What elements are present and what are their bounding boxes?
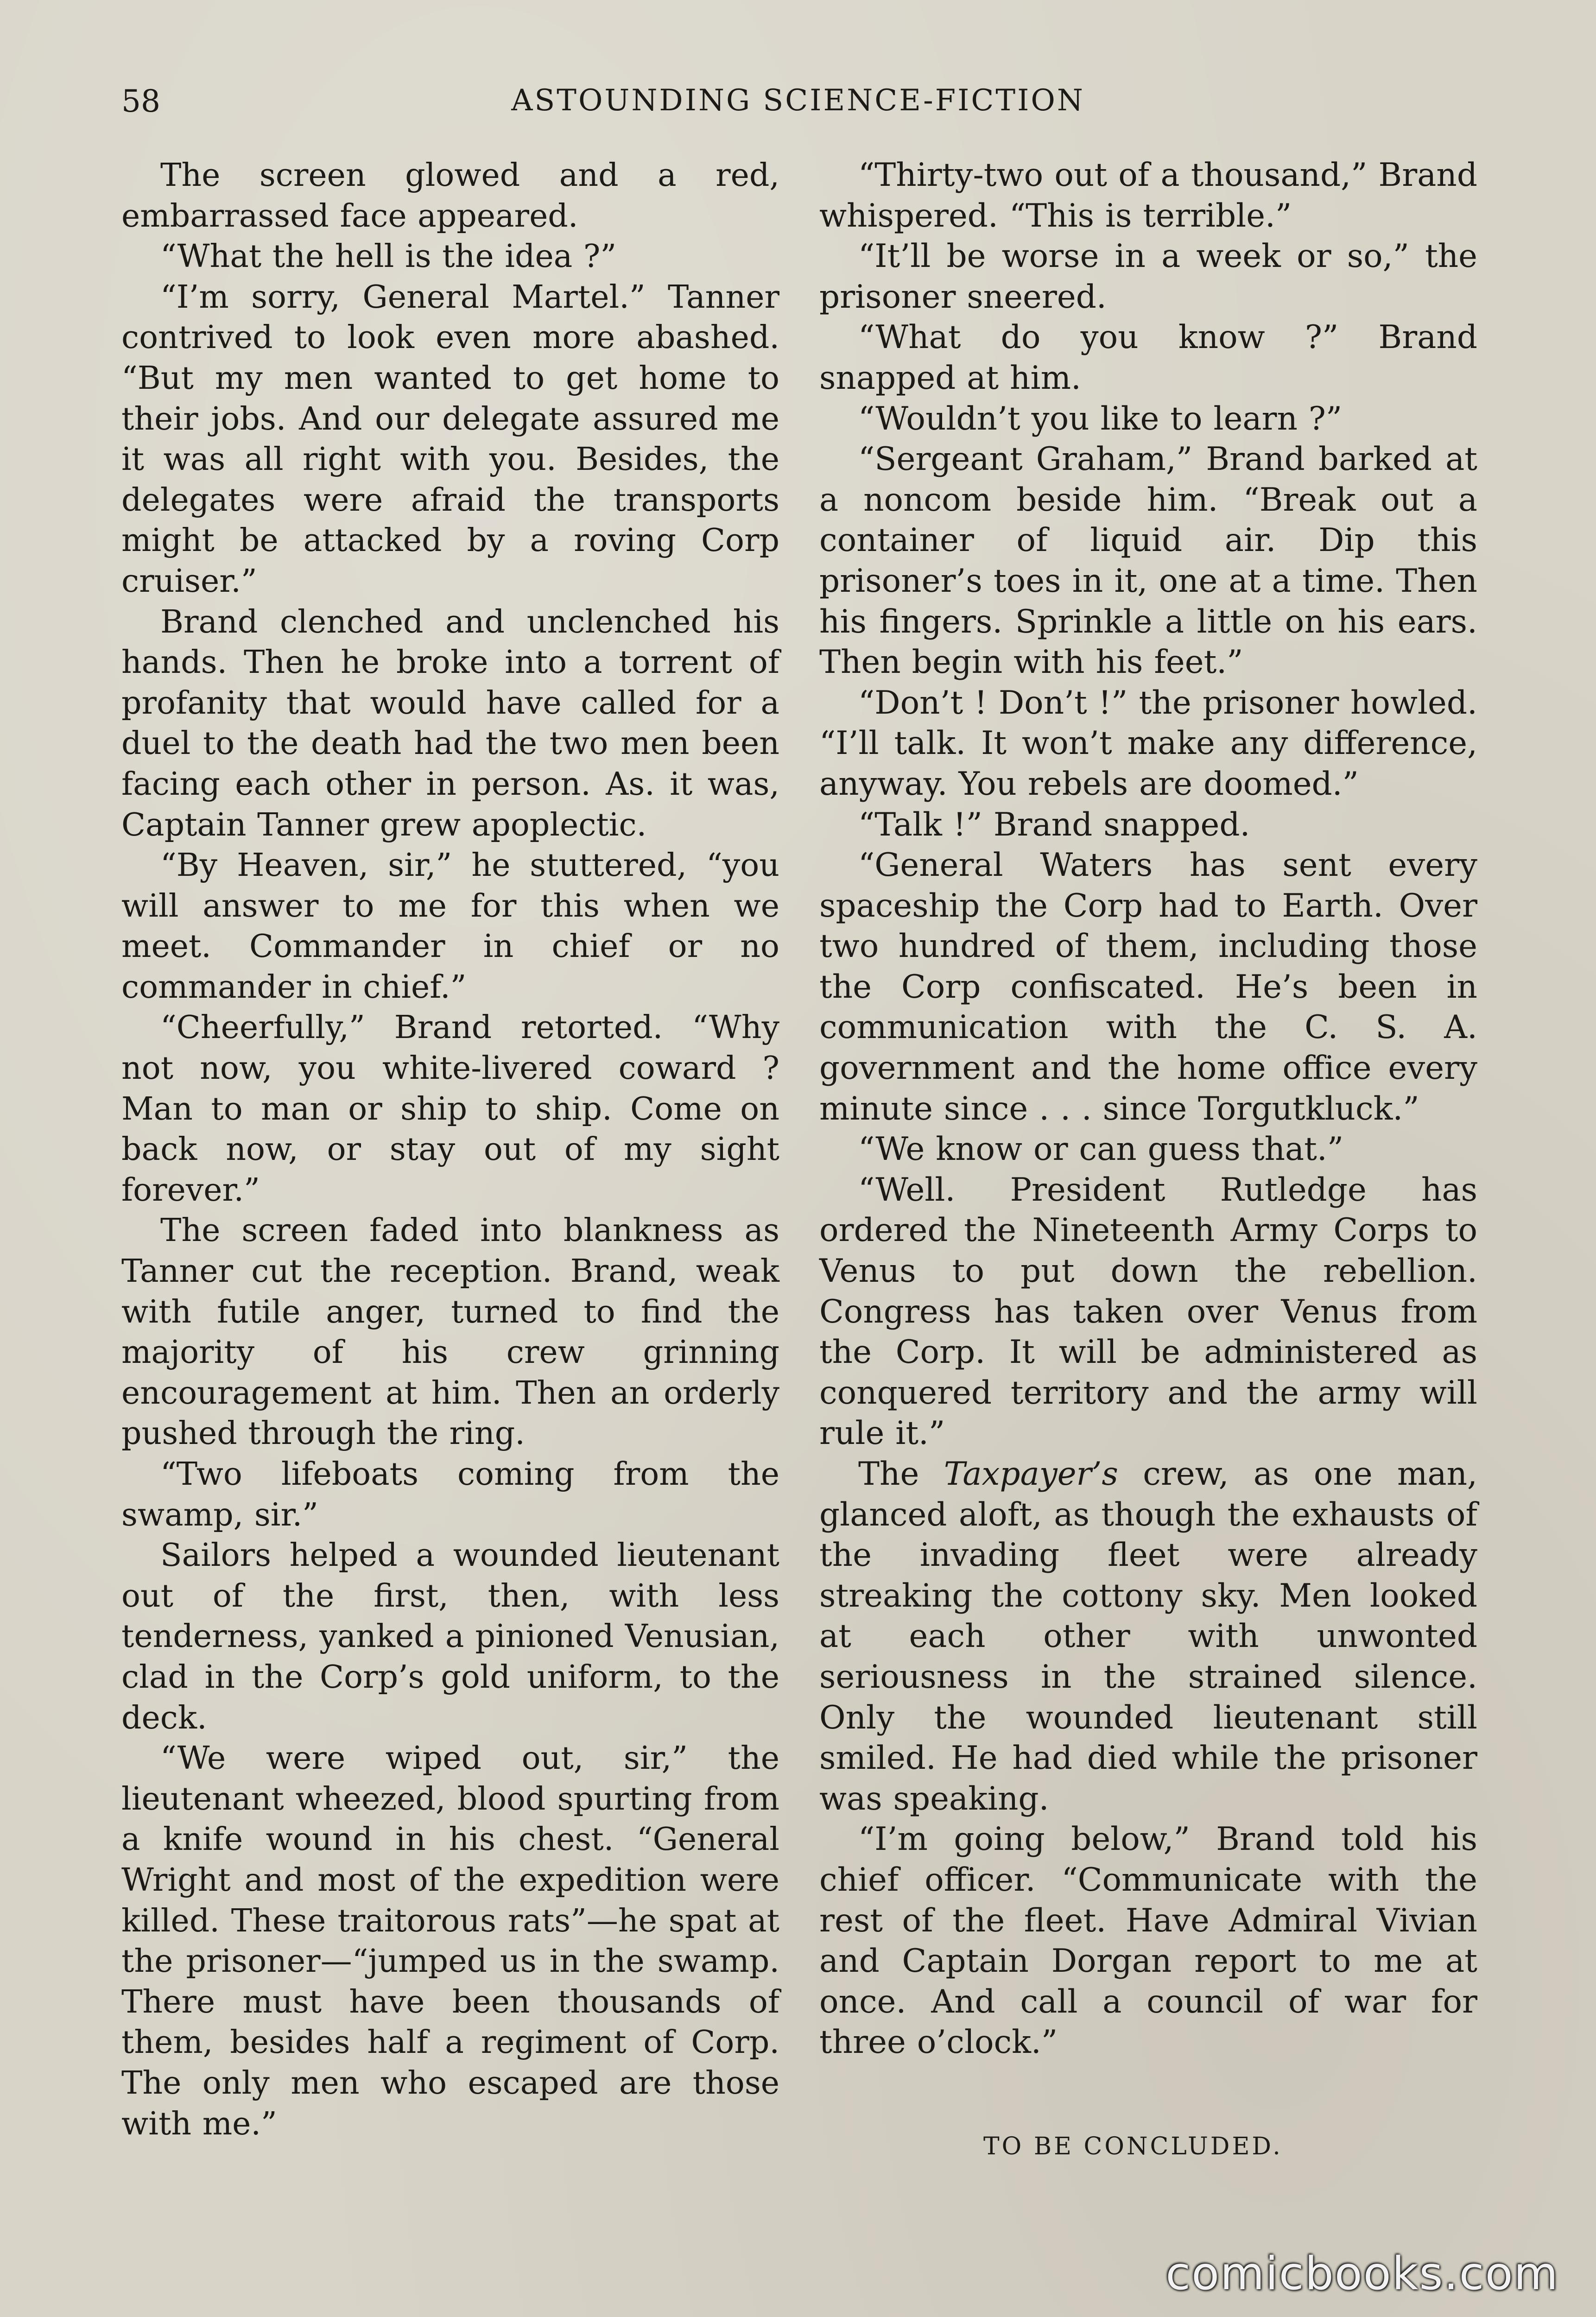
paragraph: The screen glowed and a red, embarrassed face appeared. xyxy=(121,157,779,234)
paragraph-text: The xyxy=(858,1456,944,1493)
paragraph: “Cheerfully,” Brand retorted. “Why not now, you white-livered coward ? Man to man or ship to ship. Come on back now, or stay out of my sight forever.” xyxy=(121,1009,779,1209)
paragraph: “Don’t ! Don’t !” the prisoner howled. “I’ll talk. It won’t make any difference, anyway. You rebels are doomed.” xyxy=(819,684,1477,803)
paragraph: Brand clenched and unclenched his hands. Then he broke into a torrent of profanity that would have called for a duel to the death had the two men been facing each other in person. As. it was, Captain Tanner grew apoplectic. xyxy=(121,603,779,843)
paragraph: “What do you know ?” Brand snapped at him. xyxy=(819,319,1477,397)
paragraph: “Two lifeboats coming from the swamp, sir.” xyxy=(121,1456,779,1533)
page-header xyxy=(121,83,1475,125)
running-title: ASTOUNDING SCIENCE-FICTION xyxy=(511,83,1085,118)
paragraph: “Thirty-two out of a thousand,” Brand whispered. “This is terrible.” xyxy=(819,157,1477,234)
left-column xyxy=(121,155,779,2144)
paragraph: “Wouldn’t you like to learn ?” xyxy=(858,400,1343,437)
paragraph: “I’m going below,” Brand told his chief officer. “Communicate with the rest of the fleet. Have Admiral Vivian and Captain Dorgan report to me at once. And call a council of war for three o’clock.” xyxy=(819,1821,1477,2061)
paragraph-taxpayer xyxy=(819,1454,1477,1819)
paragraph: The screen faded into blankness as Tanner cut the reception. Brand, weak with futile anger, turned to find the majority of his crew grinning encouragement at him. Then an orderly pushed through the ring. xyxy=(121,1212,779,1452)
paragraph: “I’m sorry, General Martel.” Tanner contrived to look even more abashed. “But my men wanted to get home to their jobs. And our delegate assured me it was all right with you. Besides, the delegates were afraid the transports might be attacked by a roving Corp cruiser.” xyxy=(121,279,779,600)
ship-name: Taxpayer’s xyxy=(944,1456,1118,1493)
to-be-concluded-note: TO BE CONCLUDED. xyxy=(983,2133,1283,2160)
page-number: 58 xyxy=(121,83,160,119)
paragraph: “General Waters has sent every spaceship the Corp had to Earth. Over two hundred of them, including those the Corp confiscated. He’s been in communication with the C. S. A. government and the home office every minute since . . . since Torgutkluck.” xyxy=(819,847,1477,1127)
paragraph: “What the hell is the idea ?” xyxy=(160,238,617,275)
paragraph: “Sergeant Graham,” Brand barked at a noncom beside him. “Break out a container of liquid air. Dip this prisoner’s toes in it, one at a time. Then his fingers. Sprinkle a little on his ears. Then begin with his feet.” xyxy=(819,441,1477,681)
paragraph: “We know or can guess that.” xyxy=(858,1131,1344,1168)
watermark: comicbooks.com xyxy=(1165,2247,1559,2300)
paragraph: “It’ll be worse in a week or so,” the prisoner sneered. xyxy=(819,238,1477,316)
paragraph: “By Heaven, sir,” he stuttered, “you will answer to me for this when we meet. Commander in chief or no commander in chief.” xyxy=(121,847,779,1006)
right-column xyxy=(819,155,1477,2063)
paragraph: “Well. President Rutledge has ordered the Nineteenth Army Corps to Venus to put down the rebellion. Congress has taken over Venus from the Corp. It will be administered as conquered territory and the army will rule it.” xyxy=(819,1171,1477,1452)
paragraph-text: crew, as one man, glanced aloft, as though the exhausts of the invading fleet were already streaking the cottony sky. Men looked at each other with unwonted seriousness in the strained silence. Only the wounded lieutenant still smiled. He had died while the prisoner was speaking. xyxy=(819,1456,1477,1817)
paragraph: Sailors helped a wounded lieutenant out of the first, then, with less tenderness, yanked a pinioned Venusian, clad in the Corp’s gold uniform, to the deck. xyxy=(121,1537,779,1736)
paragraph: “We were wiped out, sir,” the lieutenant wheezed, blood spurting from a knife wound in his chest. “General Wright and most of the expedition were killed. These traitorous rats”—he spat at the prisoner—“jumped us in the swamp. There must have been thousands of them, besides half a regiment of Corp. The only men who escaped are those with me.” xyxy=(121,1740,779,2142)
paragraph: “Talk !” Brand snapped. xyxy=(858,806,1250,843)
